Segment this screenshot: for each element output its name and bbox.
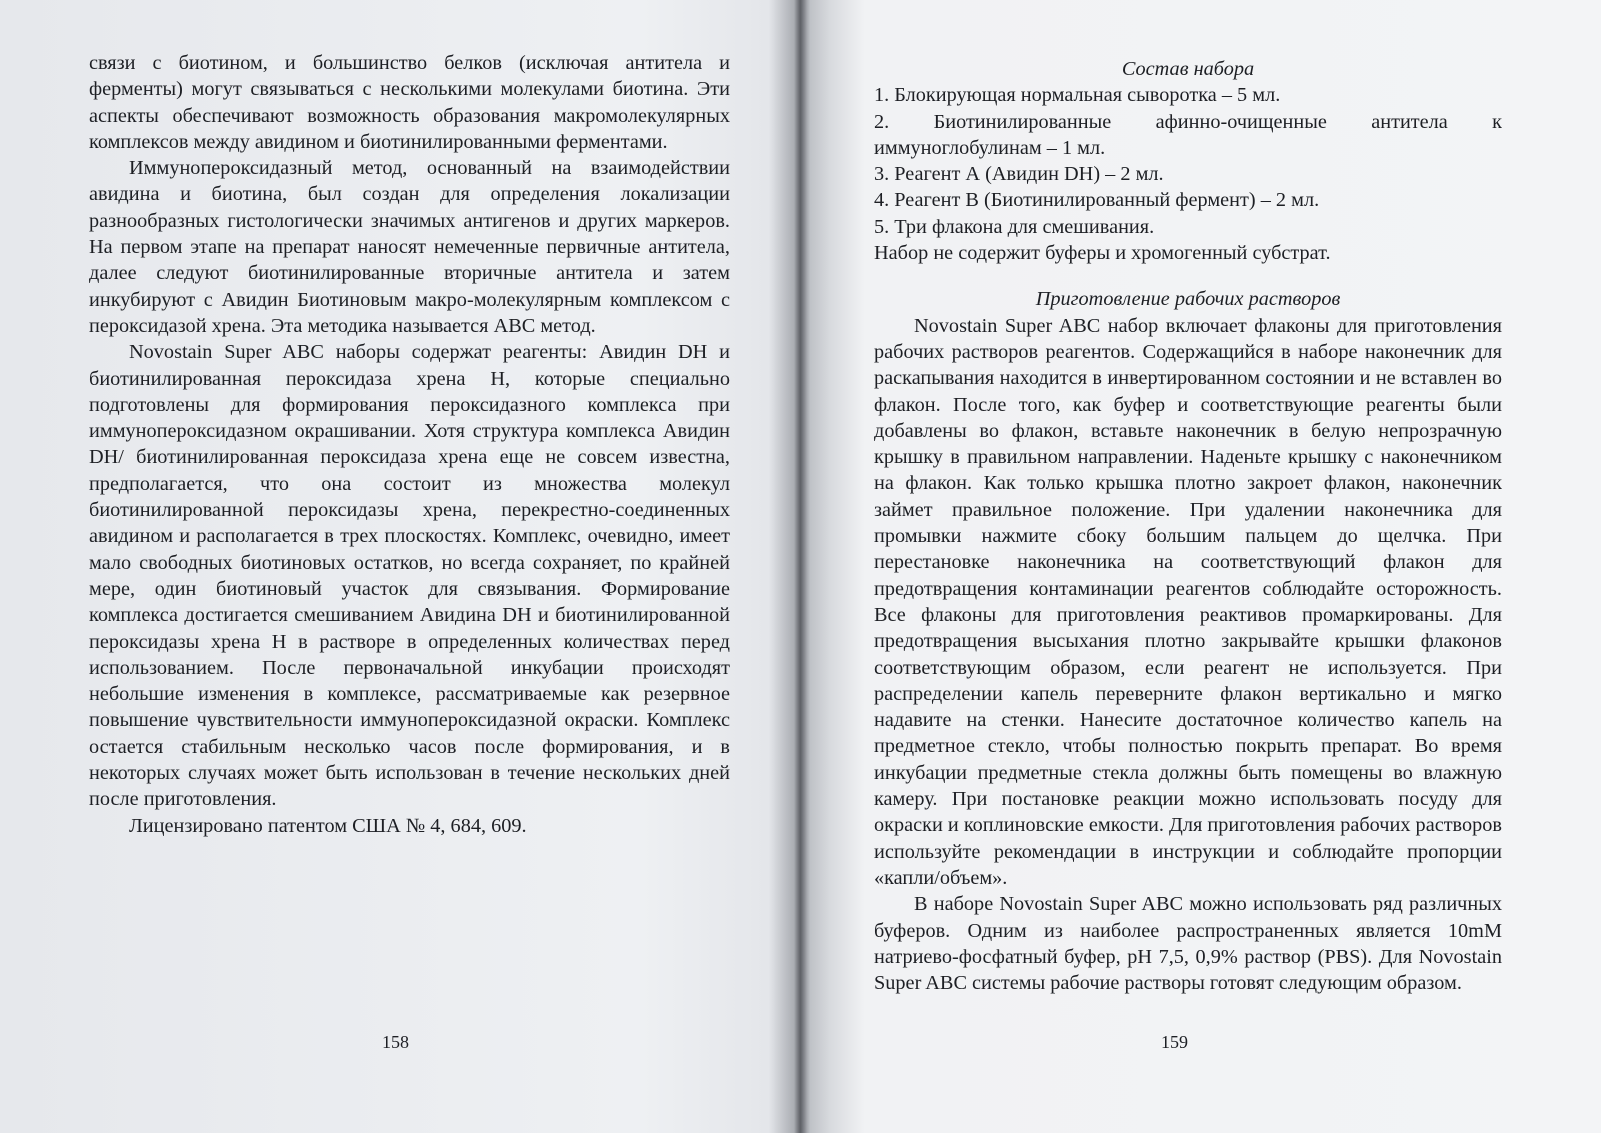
list-item: 3. Реагент А (Авидин DH) – 2 мл. — [874, 163, 1164, 186]
book-gutter — [770, 0, 830, 1133]
page-number: 159 — [1161, 1032, 1188, 1052]
list-item: 2. Биотинилированные афинно-очищенные антитела к иммуноглобулинам – 1 мл. — [874, 110, 1502, 159]
section-heading: Приготовление рабочих растворов — [1035, 288, 1341, 311]
left-page-text — [89, 50, 730, 839]
section-heading: Состав набора — [1121, 58, 1255, 80]
paragraph: Novostain Super ABC набор включает флаконы для приготовления рабочих растворов реагентов. Содержащийся в наборе наконечник для раскапывания находится в инвертированном состоянии и не вставлен во флакон. После того, как буфер и соответствующие реагенты были добавлены во флакон, вставьте наконечник в белую непрозрачную крышку в правильном направлении. Наденьте крышку с наконечником на флакон. Как только крышка плотно закроет флакон, наконечник займет правильное положение. При удалении наконечника для промывки нажмите сбоку большим пальцем до щелчка. При перестановке наконечника на соответствующий флакон для предотвращения контаминации реагентов соблюдайте осторожность. Все флаконы для приготовления реактивов промаркированы. Для предотвращения высыхания плотно закрывайте крышки флаконов соответствующим образом, если реагент не используется. При распределении капель переверните флакон вертикально и мягко надавите на стенки. Нанесите достаточное количество капель на предметное стекло, чтобы полностью покрыть препарат. Во время инкубации предметные стекла должны быть помещены во влажную камеру. При постановке реакции можно использовать посуду для окраски и коплиновские емкости. Для приготовления рабочих растворов используйте рекомендации в инструкции и соблюдайте пропорции «капли/объем». — [874, 314, 1502, 889]
right-page-text — [874, 56, 1502, 996]
page-number: 158 — [382, 1032, 409, 1052]
list-item: Набор не содержит буферы и хромогенный субстрат. — [874, 242, 1331, 265]
list-item: 5. Три флакона для смешивания. — [874, 215, 1155, 238]
right-page — [810, 0, 1601, 1133]
list-item: 4. Реагент В (Биотинилированный фермент) – 2 мл. — [874, 189, 1320, 212]
left-page — [0, 0, 800, 1133]
paragraph: Лицензировано патентом США № 4, 684, 609. — [129, 814, 527, 837]
paragraph: Иммунопероксидазный метод, основанный на взаимодействии авидина и биотина, был создан для определения локализации разнообразных гистологически значимых антигенов и других маркеров. На первом этапе на препарат наносят немеченные первичные антитела, далее следуют биотинилированные вторичные антитела и затем инкубируют с Авидин Биотиновым макро-молекулярным комплексом с пероксидазой хрена. Эта методика называется ABC метод. — [89, 157, 730, 337]
paragraph: Novostain Super ABC наборы содержат реагенты: Авидин DH и биотинилированная пероксидаза хрена H, которые специально подготовлены для формирования пероксидазного комплекса при иммунопероксидазном окрашивании. Хотя структура комплекса Авидин DH/ биотинилированная пероксидаза хрена еще не совсем известна, предполагается, что она состоит из множества молекул биотинилированной пероксидазы хрена, перекрестно-соединенных авидином и располагается в трех плоскостях. Комплекс, очевидно, имеет мало свободных биотиновых остатков, но всегда сохраняет, по крайней мере, один биотиновый участок для связывания. Формирование комплекса достигается смешиванием Авидина DH и биотинилированной пероксидазы хрена H в растворе в определенных количествах перед использованием. После первоначальной инкубации происходят небольшие изменения в комплексе, рассматриваемые как резервное повышение чувствительности иммунопероксидазной окраски. Комплекс остается стабильным несколько часов после формирования, и в некоторых случаях может быть использован в течение нескольких дней после приготовления. — [89, 341, 730, 811]
paragraph: связи с биотином, и большинство белков (исключая антитела и ферменты) могут связываться с несколькими молекулами биотина. Эти аспекты обеспечивают возможность образования макромолекулярных комплексов между авидином и биотинилированными ферментами. — [89, 52, 730, 153]
paragraph: В наборе Novostain Super ABC можно использовать ряд различных буферов. Одним из наиболее распространенных является 10mM натриево-фосфатный буфер, pH 7,5, 0,9% раствор (PBS). Для Novostain Super ABC системы рабочие растворы готовят следующим образом. — [874, 893, 1502, 995]
list-item: 1. Блокирующая нормальная сыворотка – 5 мл. — [874, 84, 1281, 107]
